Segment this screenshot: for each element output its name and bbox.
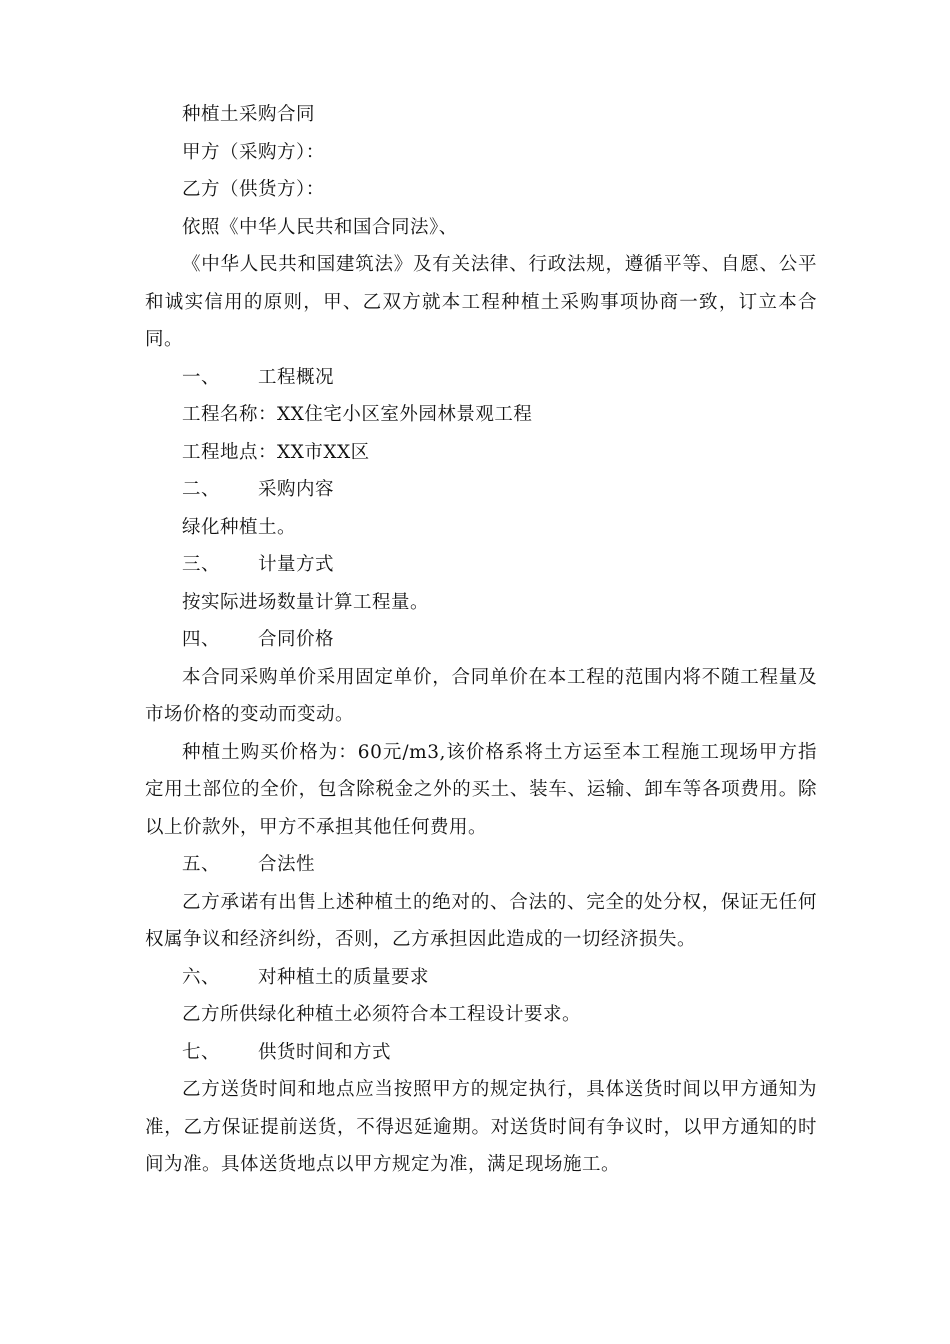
project-location: 工程地点：XX市XX区 — [182, 441, 370, 463]
section-heading-6 — [145, 959, 817, 997]
section-number: 五、 — [182, 854, 221, 875]
section-heading-1 — [145, 359, 817, 397]
quality-paragraph: 乙方所供绿化种植土必须符合本工程设计要求。 — [182, 1004, 582, 1025]
section-number: 三、 — [182, 554, 221, 575]
section-heading-5 — [145, 846, 817, 884]
document-title: 种植土采购合同 — [182, 104, 316, 125]
document-body — [145, 96, 817, 1184]
purchase-content: 绿化种植土。 — [182, 516, 297, 538]
section-number: 一、 — [182, 366, 221, 388]
project-name: 工程名称：XX住宅小区室外园林景观工程 — [182, 404, 533, 425]
section-number: 六、 — [182, 966, 221, 988]
section-number: 四、 — [182, 629, 221, 650]
section-title: 合法性 — [258, 854, 316, 875]
delivery-paragraph: 乙方送货时间和地点应当按照甲方的规定执行，具体送货时间以甲方通知为准，乙方保证提前送货，不得迟延逾期。对送货时间有争议时，以甲方通知的时间为准。具体送货地点以甲方规定为准，满足现场施工。 — [145, 1079, 817, 1175]
measurement-method: 按实际进场数量计算工程量。 — [182, 591, 430, 613]
legality-paragraph: 乙方承诺有出售上述种植土的绝对的、合法的、完全的处分权，保证无任何权属争议和经济纠纷，否则，乙方承担因此造成的一切经济损失。 — [145, 891, 817, 950]
section-title: 工程概况 — [258, 366, 335, 388]
section-title: 合同价格 — [258, 629, 335, 650]
section-number: 二、 — [182, 479, 221, 500]
legal-basis-line: 依照《中华人民共和国合同法》、 — [182, 216, 458, 238]
legal-basis-paragraph: 《中华人民共和国建筑法》及有关法律、行政法规，遵循平等、自愿、公平和诚实信用的原则，甲、乙双方就本工程种植土采购事项协商一致，订立本合同。 — [145, 254, 817, 350]
section-title: 供货时间和方式 — [258, 1041, 392, 1063]
section-heading-2 — [145, 471, 817, 509]
section-title: 对种植土的质量要求 — [258, 966, 430, 988]
section-number: 七、 — [182, 1041, 221, 1063]
section-title: 采购内容 — [258, 479, 335, 500]
section-title: 计量方式 — [258, 554, 335, 575]
price-paragraph-2: 种植土购买价格为：60元/m3,该价格系将土方运至本工程施工现场甲方指定用土部位的全价，包含除税金之外的买土、装车、运输、卸车等各项费用。除以上价款外，甲方不承担其他任何费用。 — [145, 741, 817, 838]
price-paragraph-1: 本合同采购单价采用固定单价，合同单价在本工程的范围内将不随工程量及市场价格的变动而变动。 — [145, 666, 817, 725]
section-heading-4 — [145, 621, 817, 659]
party-b-line: 乙方（供货方）： — [182, 179, 325, 200]
section-heading-3 — [145, 546, 817, 584]
section-heading-7 — [145, 1034, 817, 1072]
party-a-line: 甲方（采购方）： — [182, 141, 325, 163]
